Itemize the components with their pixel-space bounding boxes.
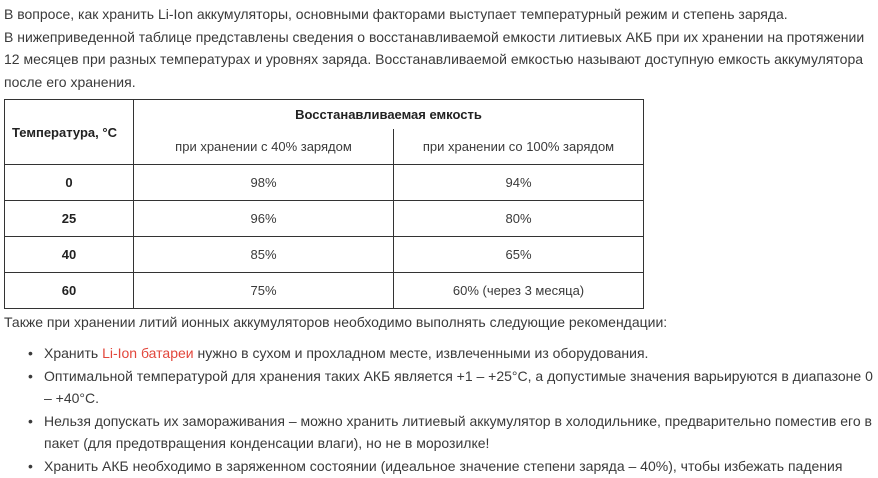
bullet-icon: • bbox=[28, 413, 33, 429]
capacity-table bbox=[4, 99, 644, 309]
item-3-text: Нельзя допускать их замораживания – можно хранить литиевый аккумулятор в холодильнике, предварительно поместив его в пакет (для предотвращения конденсации влаги), но не в морозилке! bbox=[44, 413, 872, 451]
item-4-text: Хранить АКБ необходимо в заряженном состоянии (идеальное значение степени заряда – 40%), чтобы избежать падения bbox=[44, 458, 843, 474]
subheader-100: при хранении со 100% зарядом bbox=[394, 129, 644, 164]
temp-cell: 60 bbox=[5, 273, 134, 309]
capacity-40-cell: 75% bbox=[134, 273, 394, 309]
capacity-100-cell: 65% bbox=[394, 237, 644, 273]
list-item bbox=[28, 342, 874, 364]
subheader-40: при хранении с 40% зарядом bbox=[134, 129, 394, 164]
table-row bbox=[5, 237, 644, 273]
bullet-icon: • bbox=[28, 368, 33, 384]
intro-line-2: В нижеприведенной таблице представлены сведения о восстанавливаемой емкости литиевых АКБ при их хранении на протяжении 12 месяцев при разных температурах и уровнях заряда. Восстанавливаемой емкостью называют доступную емкость аккумулятора после его хранения. bbox=[4, 28, 865, 90]
list-item bbox=[28, 365, 874, 409]
recommendations-list bbox=[0, 342, 874, 478]
recommendations-intro: Также при хранении литий ионных аккумуляторов необходимо выполнять следующие рекомендации: bbox=[4, 314, 668, 330]
capacity-header bbox=[134, 100, 644, 130]
table-row bbox=[5, 165, 644, 201]
table-row bbox=[5, 273, 644, 309]
item-1-prefix: Хранить bbox=[44, 345, 103, 361]
capacity-100-cell: 94% bbox=[394, 165, 644, 201]
intro-line-1: В вопросе, как хранить Li-Ion аккумуляторы, основными факторами выступает температурный режим и степень заряда. bbox=[4, 6, 788, 22]
item-2-text: Оптимальной температурой для хранения таких АКБ является +1 – +25°C, а допустимые значения варьируются в диапазоне 0 – +40°C. bbox=[44, 368, 873, 406]
list-item bbox=[28, 455, 874, 477]
item-1-suffix: нужно в сухом и прохладном месте, извлеченными из оборудования. bbox=[193, 345, 649, 361]
list-item bbox=[28, 410, 874, 454]
intro-paragraph bbox=[4, 3, 876, 93]
capacity-40-cell: 85% bbox=[134, 237, 394, 273]
bullet-icon: • bbox=[28, 345, 33, 361]
capacity-40-cell: 98% bbox=[134, 165, 394, 201]
temp-cell: 0 bbox=[5, 165, 134, 201]
temp-cell: 40 bbox=[5, 237, 134, 273]
capacity-header-label: Восстанавливаемая емкость bbox=[295, 107, 482, 123]
table-row bbox=[5, 201, 644, 237]
capacity-40-cell: 96% bbox=[134, 201, 394, 237]
capacity-100-cell: 60% (через 3 месяца) bbox=[394, 273, 644, 309]
temperature-header: Температура, °C bbox=[5, 100, 134, 165]
temp-cell: 25 bbox=[5, 201, 134, 237]
bullet-icon: • bbox=[28, 458, 33, 474]
capacity-100-cell: 80% bbox=[394, 201, 644, 237]
li-ion-batteries-link[interactable]: Li-Ion батареи bbox=[102, 345, 194, 361]
